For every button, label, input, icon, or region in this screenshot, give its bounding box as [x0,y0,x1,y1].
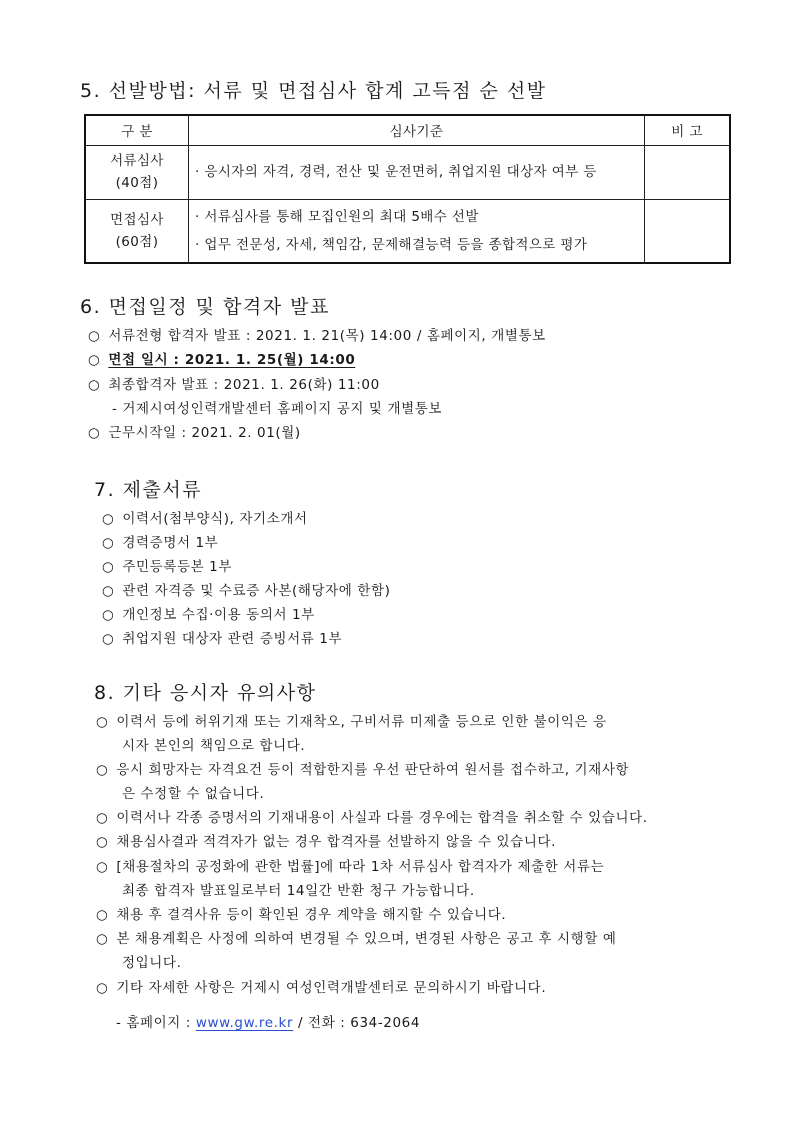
col-header-category: 구 분 [85,115,189,145]
list-item: ○ 관련 자격증 및 수료증 사본(해당자에 한함) [102,583,391,599]
row-category: 면접심사 [110,211,164,228]
row-criteria-line: · 서류심사를 통해 모집인원의 최대 5배수 선발 [195,208,479,225]
col-header-criteria: 심사기준 [189,115,645,145]
bullet-icon: ○ [102,535,115,551]
bullet-icon: ○ [102,631,115,647]
list-item-continuation: 정입니다. [122,955,182,971]
row-criteria-line: · 응시자의 자격, 경력, 전산 및 운전면허, 취업지원 대상자 여부 등 [195,164,597,180]
row-points: (40점) [115,175,159,191]
list-item: ○ 기타 자세한 사항은 거제시 여성인력개발센터로 문의하시기 바랍니다. [96,980,547,996]
bullet-icon: ○ [96,810,109,826]
bullet-icon: ○ [102,511,115,527]
homepage-link[interactable]: www.gw.re.kr [195,1015,294,1031]
list-item: ○ 근무시작일 : 2021. 2. 01(월) [88,425,301,441]
row-criteria-line: · 업무 전문성, 자세, 책임감, 문제해결능력 등을 종합적으로 평가 [195,236,588,253]
list-subitem: - 거제시여성인력개발센터 홈페이지 공지 및 개별통보 [112,401,443,417]
list-item: ○ 채용 후 결격사유 등이 확인된 경우 계약을 해지할 수 있습니다. [96,907,507,923]
bullet-icon: ○ [102,607,115,623]
list-item-continuation: 시자 본인의 책임으로 합니다. [122,738,306,754]
selection-criteria-table [84,114,731,264]
table-row [85,145,730,199]
list-item-continuation: 최종 합격자 발표일로부터 14일간 반환 청구 가능합니다. [122,883,475,899]
list-item: ○ 응시 희망자는 자격요건 등이 적합한지를 우선 판단하여 원서를 접수하고, 기재사항 [96,762,630,778]
bullet-icon: ○ [88,352,101,368]
bullet-icon: ○ [96,762,109,778]
bullet-icon: ○ [88,328,101,344]
bullet-icon: ○ [102,559,115,575]
row-note [645,199,731,263]
row-category: 서류심사 [110,153,164,169]
section-8-title: 8. 기타 응시자 유의사항 [94,682,317,704]
bullet-icon: ○ [102,583,115,599]
bullet-icon: ○ [88,425,101,441]
row-points: (60점) [115,233,159,250]
list-item [88,348,355,368]
bullet-icon: ○ [96,907,109,923]
list-item: ○ 이력서(첨부양식), 자기소개서 [102,511,308,527]
bullet-icon: ○ [88,377,101,393]
section-7-title: 7. 제출서류 [94,479,203,501]
list-item: ○ 주민등록등본 1부 [102,559,232,575]
list-item: ○ 경력증명서 1부 [102,535,219,551]
list-item: ○ 채용심사결과 적격자가 없는 경우 합격자를 선발하지 않을 수 있습니다. [96,834,556,850]
bullet-icon: ○ [96,714,109,730]
section-6-title: 6. 면접일정 및 합격자 발표 [80,296,330,318]
list-item: ○ 개인정보 수집·이용 동의서 1부 [102,607,315,623]
bullet-icon: ○ [96,980,109,996]
bullet-icon: ○ [96,834,109,850]
table-row [85,199,730,263]
interview-datetime: 면접 일시 : 2021. 1. 25(월) 14:00 [108,352,356,368]
list-item-continuation: 은 수정할 수 없습니다. [122,786,265,802]
list-item: ○ [채용절차의 공정화에 관한 법률]에 따라 1차 서류심사 합격자가 제출한 서류는 [96,859,605,875]
bullet-icon: ○ [96,931,109,947]
list-item: ○ 서류전형 합격자 발표 : 2021. 1. 21(목) 14:00 / 홈페이지, 개별통보 [88,328,546,344]
list-item: ○ 이력서 등에 허위기재 또는 기재착오, 구비서류 미제출 등으로 인한 불이익은 응 [96,714,607,730]
list-item: ○ 이력서나 각종 증명서의 기재내용이 사실과 다를 경우에는 합격을 취소할 수 있습니다. [96,810,648,826]
contact-line: - 홈페이지 : www.gw.re.kr / 전화 : 634-2064 [116,1015,421,1031]
list-item: ○ 취업지원 대상자 관련 증빙서류 1부 [102,631,343,647]
section-5-title: 5. 선발방법: 서류 및 면접심사 합계 고득점 순 선발 [80,80,547,102]
col-header-note: 비 고 [645,115,731,145]
bullet-icon: ○ [96,859,109,875]
list-item: ○ 본 채용계획은 사정에 의하여 변경될 수 있으며, 변경된 사항은 공고 후 시행할 예 [96,931,617,947]
row-note [645,145,731,199]
list-item: ○ 최종합격자 발표 : 2021. 1. 26(화) 11:00 [88,377,380,393]
